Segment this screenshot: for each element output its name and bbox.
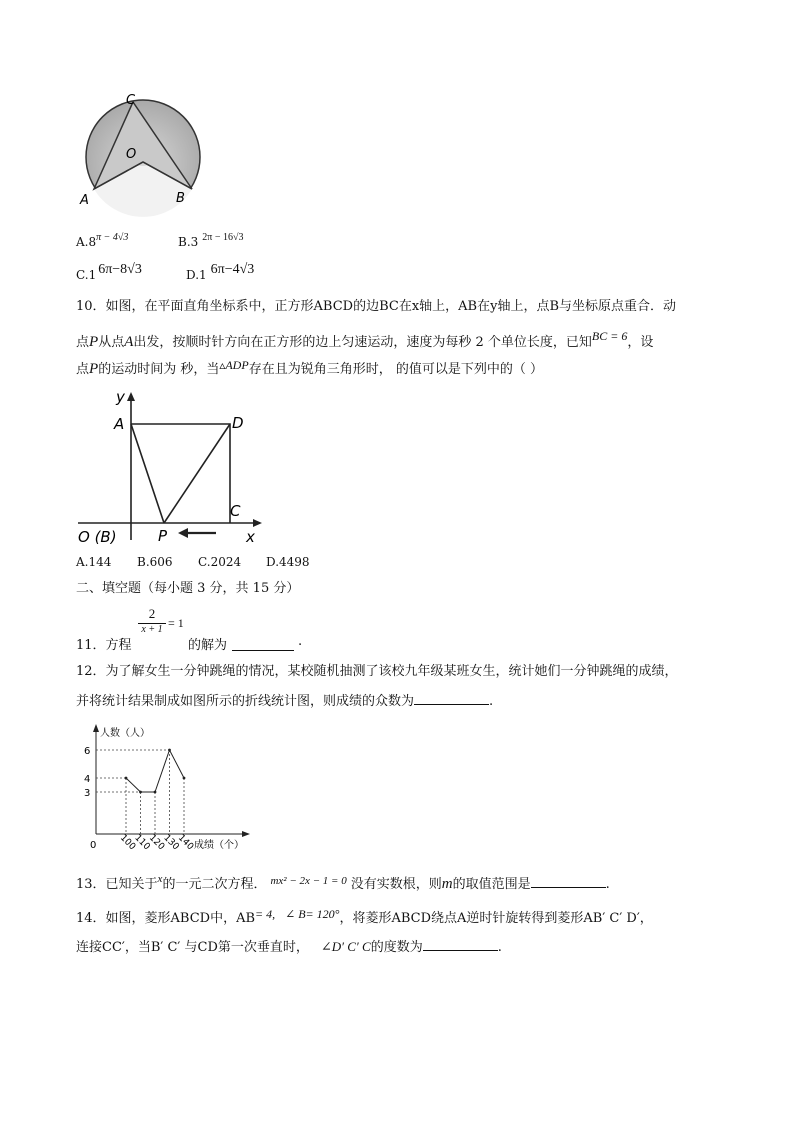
q13-x-symbol: x: [157, 873, 163, 885]
q9-label-c: C: [126, 93, 136, 108]
section-2-title: 二、填空题（每小题 3 分，共 15 分）: [76, 581, 300, 596]
chart-marks: [84, 746, 195, 852]
q9-option-c-expr: 6π−8√3: [98, 262, 142, 277]
q9-option-b-letter: B.3: [178, 235, 199, 249]
q12-answer-blank[interactable]: [414, 692, 489, 705]
q10-line3-b: 的运动时间为 秒，当: [98, 362, 220, 377]
q14-line-1: [76, 905, 653, 928]
q11-end: .: [298, 634, 303, 649]
q9-option-c: [76, 262, 142, 282]
q10-line-1: 10．如图，在平面直角坐标系中，正方形ABCD的边BC在x轴上，AB在y轴上，点B与坐标原点重合．动: [76, 299, 677, 314]
q11-numerator: 2: [148, 606, 156, 621]
q10-line2-c: 出发，按顺时针方向在正方形的边上匀速运动，速度为每秒 2 个单位长度，已知: [133, 335, 592, 350]
q13-mid: 的一元二次方程．: [162, 877, 267, 892]
q13-mid2: 没有实数根，则: [350, 877, 442, 892]
q10-line2-d: ，设: [627, 335, 654, 350]
q9-option-b: [178, 232, 243, 249]
q10-label-y: y: [116, 388, 125, 406]
q13-prefix: 13．已知关于: [76, 877, 158, 892]
q10-p-symbol-2: P: [89, 361, 99, 377]
chart-point: [154, 791, 157, 794]
q10-option-d: D.4498: [266, 555, 310, 569]
q14-answer-blank[interactable]: [423, 938, 498, 951]
chart-y-tick-label: 6: [84, 746, 91, 757]
q14-line2-b: 的度数为: [370, 940, 423, 955]
q9-option-a-expr: π − 4√3: [96, 232, 129, 243]
q9-option-b-expr: 2π − 16√3: [202, 232, 244, 243]
q10-line2-a: 点: [76, 335, 90, 350]
q11-fraction: [138, 606, 166, 635]
q11-answer-blank[interactable]: [232, 638, 294, 651]
q9-option-d-letter: D.1: [186, 268, 207, 282]
q11-equals: = 1: [168, 616, 184, 630]
q10-figure-svg: [78, 388, 268, 546]
q11-prefix: 11．方程: [76, 638, 132, 653]
chart-ylabel: 人数（人）: [100, 728, 150, 739]
q10-line3-a: 点: [76, 362, 90, 377]
q10-triangle: ▵ADP: [219, 358, 249, 372]
q12-chart-svg: [78, 722, 258, 860]
q10-line-2: [76, 327, 653, 352]
q10-line2-b: 从点: [98, 335, 125, 350]
q11: [76, 606, 376, 654]
q9-option-a: [76, 232, 128, 249]
q13-answer-blank[interactable]: [531, 875, 606, 888]
q13: [76, 870, 610, 894]
q14-line2-a: 连接CC′，当B′ C′ 与CD第一次垂直时，: [76, 940, 309, 955]
q10-p-symbol: P: [89, 334, 99, 350]
q10-option-b: B.606: [137, 555, 173, 569]
q10-label-a: A: [114, 415, 125, 433]
q13-m-symbol: m: [441, 876, 453, 892]
q9-label-b: B: [176, 191, 185, 206]
q12-line-1: 12．为了解女生一分钟跳绳的情况，某校随机抽测了该校九年级某班女生，统计她们一分钟跳绳的成绩，: [76, 664, 678, 679]
q9-label-o: O: [126, 147, 137, 162]
q11-denominator: x + 1: [138, 623, 166, 635]
q13-suffix: 的取值范围是: [452, 877, 531, 892]
chart-point: [125, 777, 128, 780]
q14-line-2: [76, 938, 502, 957]
q10-bc-eq: BC = 6: [591, 329, 628, 343]
chart-origin: 0: [90, 840, 97, 851]
q10-label-d: D: [232, 414, 244, 432]
q10-figure: [78, 388, 268, 546]
q13-equation: mx² − 2x − 1 = 0: [270, 875, 347, 887]
q10-a-symbol: A: [124, 334, 134, 350]
q10-label-x: x: [246, 528, 255, 546]
chart-y-tick-label: 3: [84, 788, 91, 799]
q11-suffix: 的解为: [188, 638, 228, 653]
chart-xlabel: 成绩（个）: [194, 840, 244, 851]
q10-line3-c: 存在且为锐角三角形时， 的值可以是下列中的（ ）: [248, 362, 543, 377]
chart-x-tick-label: 120: [146, 833, 167, 853]
q9-figure: [78, 92, 208, 222]
chart-x-tick-label: 130: [161, 833, 181, 853]
q10-option-c: C.2024: [198, 555, 242, 569]
q14-line1-b: ，将菱形ABCD绕点A逆时针旋转得到菱形AB′ C′ D′，: [339, 911, 653, 926]
q10-label-ob: O (B): [78, 528, 117, 546]
q9-figure-svg: [78, 92, 208, 222]
q10-label-p: P: [158, 527, 168, 545]
q9-option-a-letter: A.8: [76, 235, 97, 249]
q14-angle-b: ∠ B= 120°: [285, 907, 340, 921]
q14-ab-value: = 4,: [255, 907, 276, 921]
q10-label-c: C: [230, 502, 241, 520]
q12-end: .: [489, 694, 494, 709]
chart-x-tick-label: 140: [175, 833, 196, 853]
q13-end: .: [605, 877, 610, 892]
q14-end: .: [497, 940, 502, 955]
q9-label-a: A: [80, 193, 89, 208]
q12-chart: [78, 722, 258, 860]
q10-line-3: [76, 356, 543, 379]
chart-y-tick-label: 4: [84, 774, 91, 785]
q12-line2-text: 并将统计结果制成如图所示的折线统计图，则成绩的众数为: [76, 694, 415, 709]
q10-option-a: A.144: [76, 555, 112, 569]
chart-point: [139, 791, 142, 794]
chart-x-tick-label: 100: [117, 833, 138, 853]
q9-option-c-letter: C.1: [76, 268, 97, 282]
q9-option-d-expr: 6π−4√3: [210, 262, 255, 277]
chart-point: [168, 749, 171, 752]
q14-angle-d: ∠D′ C′ C: [320, 939, 371, 954]
chart-point: [183, 777, 186, 780]
chart-series-line: [126, 750, 184, 792]
q9-option-d: [186, 262, 254, 282]
q12-line-2: [76, 692, 493, 711]
q14-line1-a: 14．如图，菱形ABCD中，AB: [76, 911, 256, 926]
chart-x-tick-label: 110: [132, 833, 152, 853]
